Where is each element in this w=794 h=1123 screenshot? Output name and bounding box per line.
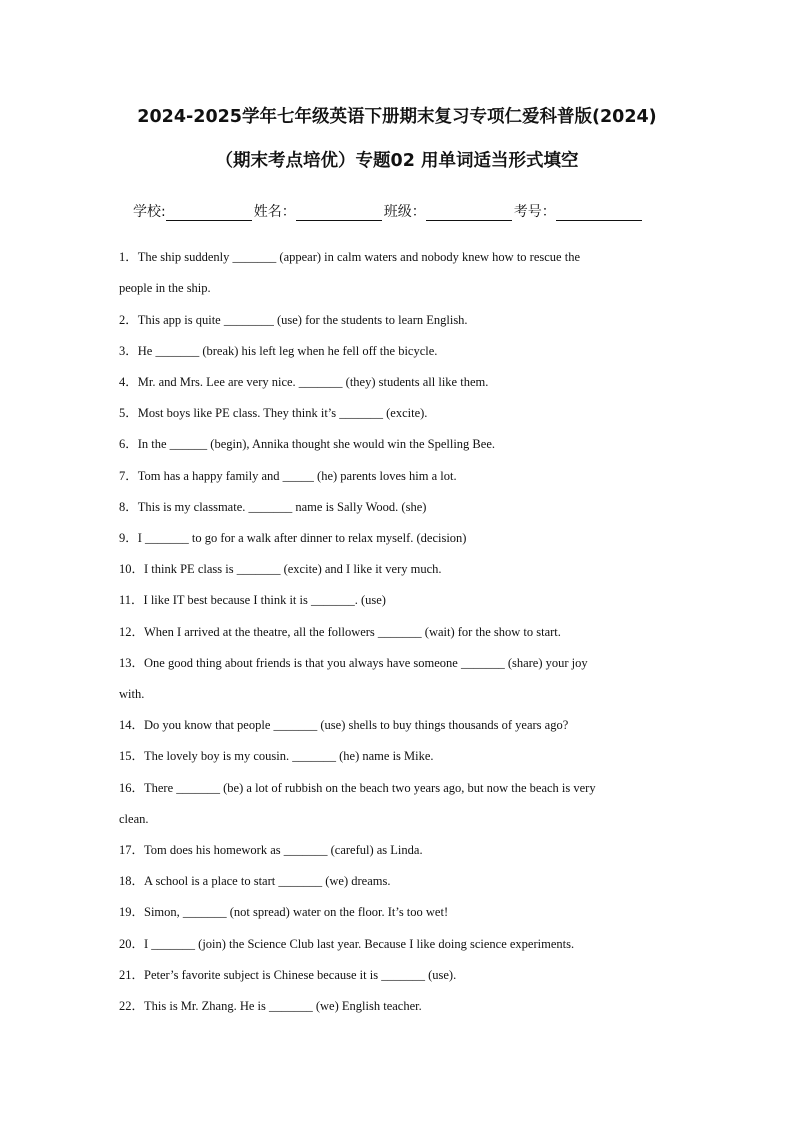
student-info-row: [133, 201, 693, 221]
question-line: 1．The ship suddenly _______ (appear) in calm waters and nobody knew how to rescue the: [119, 250, 580, 264]
exam-no-label: 考号：: [513, 204, 556, 220]
class-blank[interactable]: [426, 206, 512, 221]
question-line: 10．I think PE class is _______ (excite) and I like it very much.: [119, 562, 442, 576]
question-line: 11．I like IT best because I think it is _______. (use): [119, 593, 386, 607]
question-line: 21．Peter’s favorite subject is Chinese because it is _______ (use).: [119, 968, 457, 982]
question-line: 8．This is my classmate. _______ name is Sally Wood. (she): [119, 500, 427, 514]
question-line: 16．There _______ (be) a lot of rubbish on the beach two years ago, but now the beach is very: [119, 781, 596, 795]
question-line: with.: [119, 687, 145, 701]
name-label: 姓名：: [253, 204, 296, 220]
question-line: 7．Tom has a happy family and _____ (he) parents loves him a lot.: [119, 469, 457, 483]
exam-no-blank[interactable]: [556, 206, 642, 221]
school-blank[interactable]: [166, 206, 252, 221]
school-label: 学校:: [133, 204, 166, 220]
question-line: 22．This is Mr. Zhang. He is _______ (we) English teacher.: [119, 999, 422, 1013]
question-line: 18．A school is a place to start _______ (we) dreams.: [119, 874, 391, 888]
document-title-line2: （期末考点培优）专题02 用单词适当形式填空: [215, 151, 579, 171]
question-line: 12．When I arrived at the theatre, all the followers _______ (wait) for the show to start.: [119, 625, 561, 639]
question-line: 4．Mr. and Mrs. Lee are very nice. _______ (they) students all like them.: [119, 375, 489, 389]
name-blank[interactable]: [296, 206, 382, 221]
question-line: 13．One good thing about friends is that you always have someone _______ (share) your joy: [119, 656, 588, 670]
question-line: 6．In the ______ (begin), Annika thought she would win the Spelling Bee.: [119, 437, 495, 451]
question-line: 9．I _______ to go for a walk after dinner to relax myself. (decision): [119, 531, 467, 545]
question-line: clean.: [119, 812, 149, 826]
question-line: 20．I _______ (join) the Science Club last year. Because I like doing science experiments.: [119, 937, 575, 951]
class-label: 班级：: [383, 204, 426, 220]
question-line: 2．This app is quite ________ (use) for the students to learn English.: [119, 313, 468, 327]
document-title-line1: 2024-2025学年七年级英语下册期末复习专项仁爱科普版(2024): [137, 107, 657, 127]
question-line: 3．He _______ (break) his left leg when he fell off the bicycle.: [119, 344, 438, 358]
question-line: 5．Most boys like PE class. They think it’s _______ (excite).: [119, 406, 428, 420]
question-line: 15．The lovely boy is my cousin. _______ (he) name is Mike.: [119, 749, 434, 763]
question-line: 19．Simon, _______ (not spread) water on the floor. It’s too wet!: [119, 905, 449, 919]
question-line: people in the ship.: [119, 281, 211, 295]
question-line: 14．Do you know that people _______ (use) shells to buy things thousands of years ago?: [119, 718, 569, 732]
question-line: 17．Tom does his homework as _______ (careful) as Linda.: [119, 843, 423, 857]
